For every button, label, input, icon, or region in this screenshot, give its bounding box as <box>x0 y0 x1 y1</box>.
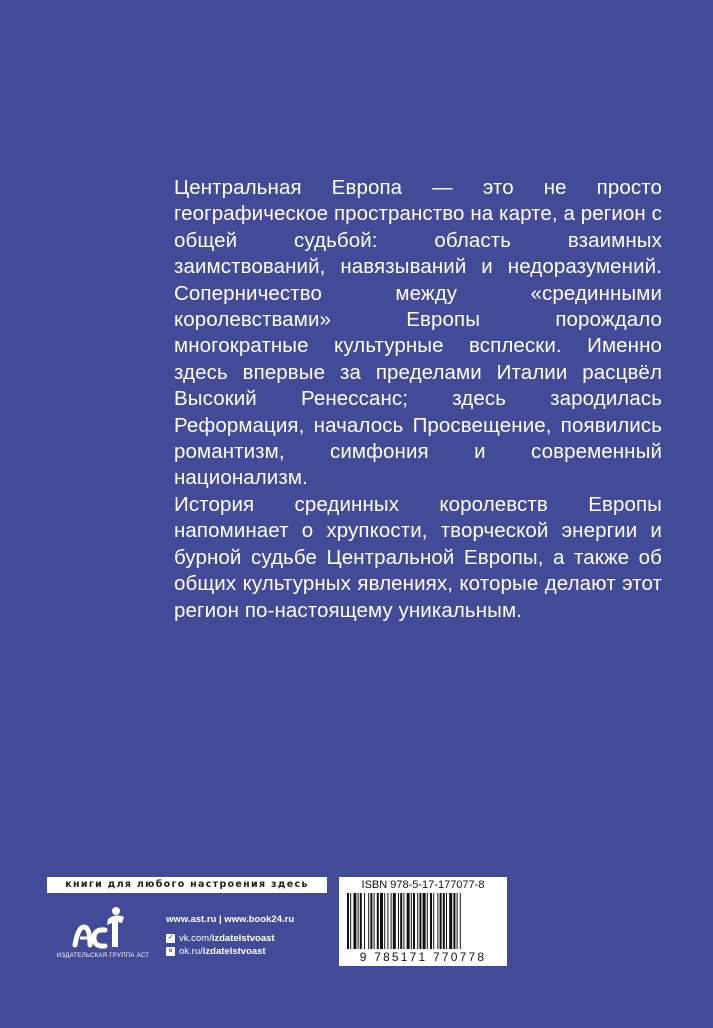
blurb-paragraph-1: Центральная Европа — это не просто географическое пространство на карте, а регион с общей судьбой: область взаимных заимствований, навязываний и недоразумений. Соперничество между «срединными королевствами» Европы порождало многократные культурные всплески. Именно здесь впервые за пределами Италии расцвёл Высокий Ренессанс; здесь зародилась Реформация, началось Просвещение, появились романтизм, симфония и современный национализм. <box>174 176 662 490</box>
vk-handle: izdatelstvoast <box>211 933 275 944</box>
isbn-text: ISBN 978-5-17-177077-8 <box>361 879 485 891</box>
isbn-barcode-block <box>339 877 507 966</box>
blurb-paragraph-2: История срединных королевств Европы напоминает о хрупкости, творческой энергии и бурной судьбе Центральной Европы, а также об общих культурных явлениях, которые делают этот регион по-настоящему уникальным. <box>174 492 662 622</box>
vk-icon: ✓ <box>167 935 174 941</box>
website-links[interactable]: www.ast.ru | www.book24.ru <box>166 914 295 925</box>
publisher-imprint: ИЗДАТЕЛЬСКАЯ ГРУППА АСТ <box>56 953 150 959</box>
back-cover-blurb <box>174 175 662 624</box>
ok-icon: о <box>166 947 175 956</box>
vk-link[interactable] <box>166 933 275 944</box>
ok-prefix: ok.ru/ <box>179 946 203 957</box>
ok-link[interactable] <box>166 946 266 957</box>
ast-logo-icon <box>72 905 132 953</box>
ok-handle: izdatelstvoast <box>202 946 266 957</box>
tagline-banner: книги для любого настроения здесь <box>47 877 327 893</box>
barcode-icon <box>345 893 501 949</box>
barcode-digits: 9 785171 770778 <box>359 950 487 964</box>
vk-prefix: vk.com/ <box>179 933 212 944</box>
